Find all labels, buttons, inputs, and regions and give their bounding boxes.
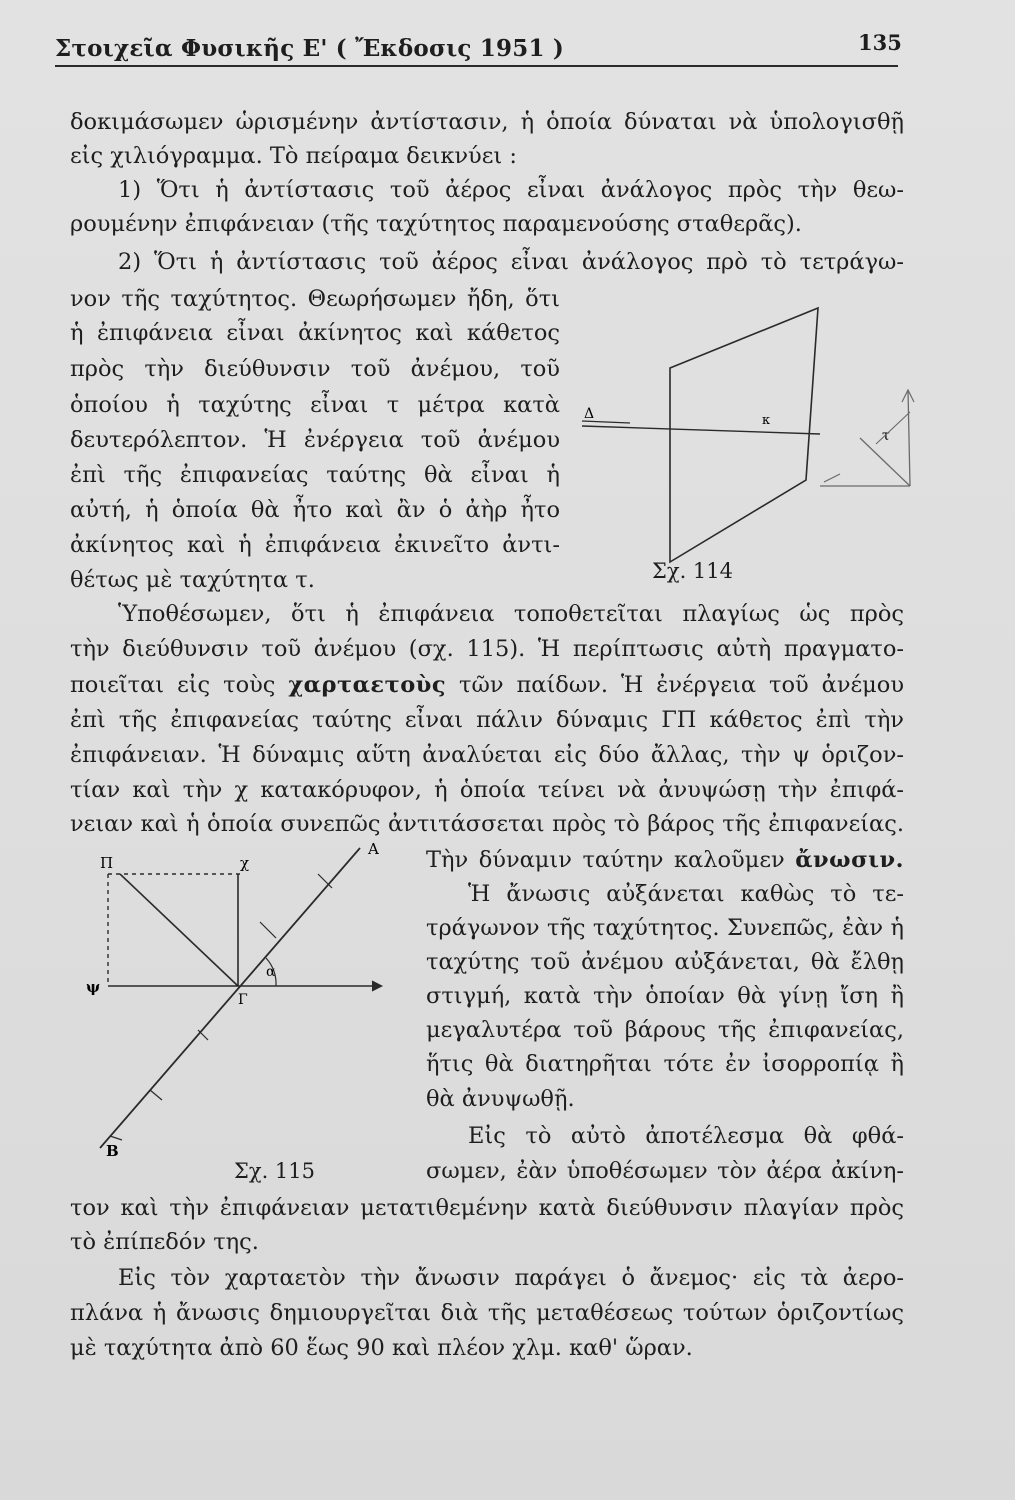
figure-115-tick	[318, 874, 332, 888]
text-span: Τὴν δύναμιν ταύτην καλοῦμεν	[426, 847, 785, 873]
text-line: τίαν καὶ τὴν χ κατακόρυφον, ἡ ὁποία τείνει νὰ ἀνυψώσῃ τὴν ἐπιφά-	[70, 777, 904, 803]
text-line: ἐπὶ τῆς ἐπιφανείας ταύτης εἶναι πάλιν δύναμις ΓΠ κάθετος ἐπὶ τὴν	[70, 707, 904, 733]
text-line: σωμεν, ἐὰν ὑποθέσωμεν τὸν ἀέρα ἀκίνη-	[426, 1158, 904, 1184]
text-line: Ὑποθέσωμεν, ὅτι ἡ ἐπιφάνεια τοποθετεῖται πλαγίως ὡς πρὸς	[118, 601, 904, 627]
text-span: τῶν παίδων. Ἡ ἐνέργεια τοῦ ἀνέμου	[459, 672, 905, 698]
figure-115-tick	[198, 1030, 208, 1040]
text-line: Ἡ ἄνωσις αὐξάνεται καθὼς τὸ τε-	[468, 881, 904, 907]
page-number: 135	[858, 30, 902, 55]
figure-115-label-b: Β	[106, 1142, 119, 1160]
text-line: τον καὶ τὴν ἐπιφάνειαν μετατιθεμένην κατὰ διεύθυνσιν πλαγίαν πρὸς	[70, 1195, 904, 1221]
text-line: στιγμή, κατὰ τὴν ὁποίαν θὰ γίνῃ ἴση ἢ	[426, 983, 904, 1009]
running-header-title: Στοιχεῖα Φυσικῆς Ε' ( Ἔκδοσις 1951 )	[55, 35, 564, 62]
figure-114-pencil-diag	[860, 438, 910, 486]
text-line: μεγαλυτέρα τοῦ βάρους τῆς ἐπιφανείας,	[426, 1017, 904, 1043]
header-rule	[55, 65, 898, 67]
figure-115-tick	[150, 1090, 162, 1100]
text-line: μὲ ταχύτητα ἀπὸ 60 ἕως 90 καὶ πλέον χλμ. καθ' ὥραν.	[70, 1335, 693, 1361]
text-line	[70, 669, 904, 701]
term-bold-lift: ἄνωσιν.	[795, 847, 905, 873]
text-line: ταχύτης τοῦ ἀνέμου αὐξάνεται, θὰ ἔλθῃ	[426, 949, 904, 975]
text-line: ἐπιφάνειαν. Ἡ δύναμις αὕτη ἀναλύεται εἰς δύο ἄλλας, τὴν ψ ὁριζον-	[70, 742, 904, 768]
figure-114	[570, 290, 930, 590]
text-line: τὴν διεύθυνσιν τοῦ ἀνέμου (σχ. 115). Ἡ περίπτωσις αὐτὴ πραγματο-	[70, 636, 904, 662]
figure-115-caption: Σχ. 115	[234, 1159, 316, 1183]
figure-114-label-k: κ	[762, 413, 771, 428]
text-line: ἥτις θὰ διατηρῆται τότε ἐν ἰσορροπίᾳ ἢ	[426, 1051, 904, 1077]
text-line: Εἰς τὸν χαρταετὸν τὴν ἄνωσιν παράγει ὁ ἄνεμος· εἰς τὰ ἀερο-	[118, 1265, 904, 1291]
figure-115-label-chi: χ	[240, 854, 250, 872]
text-line: δευτερόλεπτον. Ἡ ἐνέργεια τοῦ ἀνέμου	[70, 427, 560, 453]
figure-114-label-a: Δ	[584, 406, 595, 422]
text-line: νειαν καὶ ἡ ὁποία συνεπῶς ἀντιτάσσεται πρὸς τὸ βάρος τῆς ἐπιφανείας.	[70, 811, 904, 837]
figure-115	[80, 840, 410, 1170]
figure-115-label-a: Α	[368, 840, 379, 858]
text-line	[426, 844, 904, 876]
figure-115-label-pi: Π	[100, 854, 114, 872]
text-line: θέτως μὲ ταχύτητα τ.	[70, 567, 315, 593]
figure-115-tick	[110, 1136, 122, 1140]
text-line: ὁποίου ἡ ταχύτης εἶναι τ μέτρα κατὰ	[70, 392, 560, 418]
text-line: πλάνα ἡ ἄνωσις δημιουργεῖται διὰ τῆς μεταθέσεως τούτων ὁριζοντίως	[70, 1300, 904, 1326]
text-line: δοκιμάσωμεν ὡρισμένην ἀντίστασιν, ἡ ὁποία δύναται νὰ ὑπολογισθῇ	[70, 109, 904, 135]
figure-114-caption: Σχ. 114	[652, 559, 734, 583]
text-line: 1) Ὅτι ἡ ἀντίστασις τοῦ ἀέρος εἶναι ἀνάλογος πρὸς τὴν θεω-	[118, 177, 904, 203]
text-line: εἰς χιλιόγραμμα. Τὸ πείραμα δεικνύει :	[70, 143, 517, 169]
text-span: ποιεῖται εἰς τοὺς	[70, 672, 276, 698]
figure-115-label-gamma: Γ	[238, 992, 248, 1008]
figure-115-label-alpha: α	[266, 964, 276, 980]
figure-114-pencil-up	[908, 390, 910, 486]
figure-114-wind-line	[582, 426, 820, 434]
text-line: 2) Ὅτι ἡ ἀντίστασις τοῦ ἀέρος εἶναι ἀνάλογος πρὸ τὸ τετράγω-	[118, 249, 904, 275]
text-line: Εἰς τὸ αὐτὸ ἀποτέλεσμα θὰ φθά-	[468, 1123, 904, 1149]
figure-114-pencil-tick	[824, 474, 840, 482]
figure-115-tick	[260, 922, 276, 938]
text-line: ἐπὶ τῆς ἐπιφανείας ταύτης θὰ εἶναι ἡ	[70, 462, 560, 488]
text-line: τὸ ἐπίπεδόν της.	[70, 1229, 259, 1255]
text-line: τράγωνον τῆς ταχύτητος. Συνεπῶς, ἐὰν ἡ	[426, 915, 904, 941]
text-line: ἡ ἐπιφάνεια εἶναι ἀκίνητος καὶ κάθετος	[70, 320, 560, 346]
figure-114-plane	[670, 308, 818, 562]
figure-115-label-psi: ψ	[86, 978, 101, 996]
figure-115-wind-arrowhead	[372, 981, 382, 991]
figure-115-force-gp	[120, 874, 238, 986]
text-line: ρουμένην ἐπιφάνειαν (τῆς ταχύτητος παραμενούσης σταθερᾶς).	[70, 211, 802, 237]
text-line: νον τῆς ταχύτητος. Θεωρήσωμεν ἤδη, ὅτι	[70, 286, 560, 312]
text-line: θὰ ἀνυψωθῇ.	[426, 1086, 575, 1112]
text-line: ἀκίνητος καὶ ἡ ἐπιφάνεια ἐκινεῖτο ἀντι-	[70, 532, 560, 558]
figure-114-label-t: τ	[882, 428, 890, 444]
text-line: αὐτή, ἡ ὁποία θὰ ἦτο καὶ ἂν ὁ ἀὴρ ἦτο	[70, 497, 560, 523]
text-line: πρὸς τὴν διεύθυνσιν τοῦ ἀνέμου, τοῦ	[70, 356, 560, 382]
term-bold-kites: χαρταετοὺς	[288, 672, 447, 698]
